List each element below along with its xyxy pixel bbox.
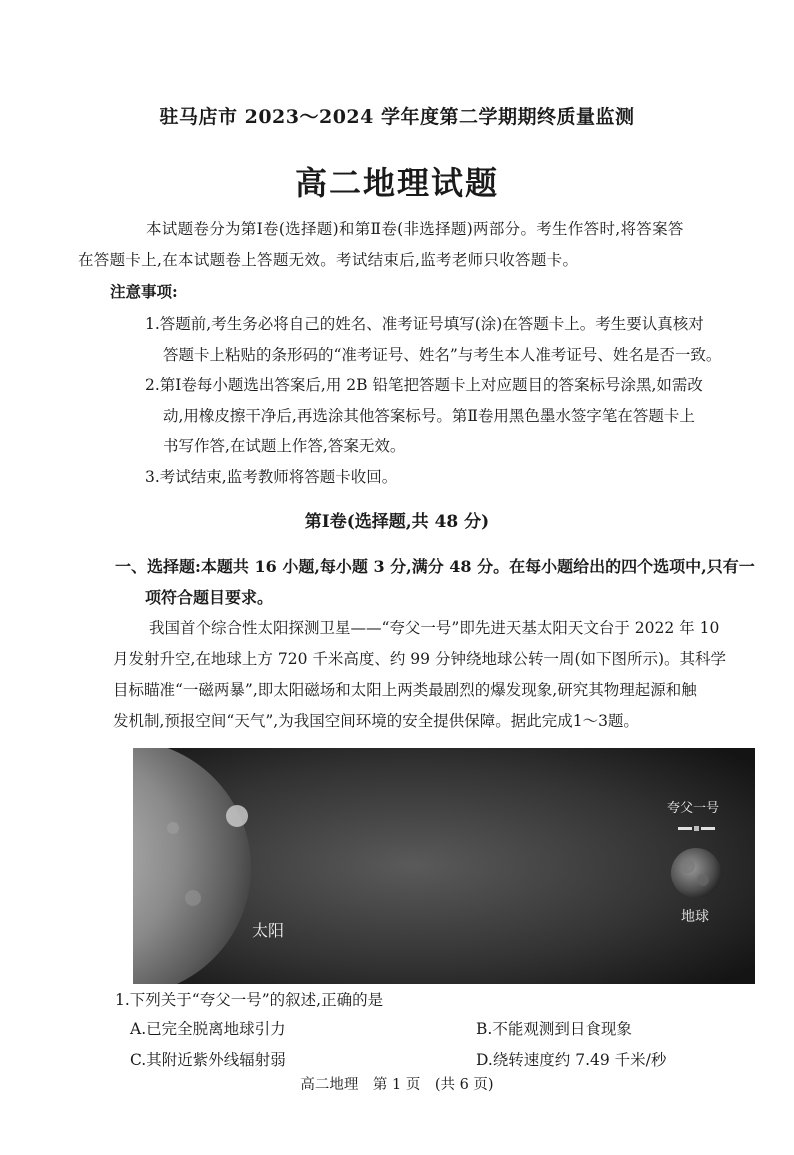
intro-line-1: 本试题卷分为第Ⅰ卷(选择题)和第Ⅱ卷(非选择题)两部分。考生作答时,将答案答 — [146, 220, 684, 238]
question-1-option-d: D.绕转速度约 7.49 千米/秒 — [476, 1051, 667, 1069]
section-title: 第Ⅰ卷(选择题,共 48 分) — [304, 512, 490, 532]
satellite-label: 夸父一号 — [667, 801, 720, 816]
passage-line-1: 我国首个综合性太阳探测卫星——“夸父一号”即先进天基太阳天文台于 2022 年 10 — [149, 619, 720, 637]
note-2-line-1: 2.第Ⅰ卷每小题选出答案后,用 2B 铅笔把答题卡上对应题目的答案标号涂黑,如需改 — [145, 376, 703, 394]
notes-heading: 注意事项: — [110, 282, 178, 301]
sun-label: 太阳 — [252, 921, 285, 940]
instruction-line-2: 项符合题目要求。 — [145, 588, 274, 607]
question-1-option-a: A.已完全脱离地球引力 — [130, 1020, 286, 1038]
note-1-line-1: 1.答题前,考生务必将自己的姓名、准考证号填写(涂)在答题卡上。考生要认真核对 — [145, 315, 704, 333]
question-1-stem: 1.下列关于“夸父一号”的叙述,正确的是 — [115, 991, 384, 1009]
instruction-line-1: 一、选择题:本题共 16 小题,每小题 3 分,满分 48 分。在每小题给出的四个选项中,只有一 — [115, 557, 755, 576]
note-item-2 — [145, 370, 770, 462]
note-2-line-2: 动,用橡皮擦干净后,再选涂其他答案标号。第Ⅱ卷用黑色墨水签字笔在答题卡上 — [163, 406, 695, 425]
note-3-line-1: 3.考试结束,监考教师将答题卡收回。 — [145, 468, 398, 486]
reading-passage — [113, 613, 773, 737]
note-item-3 — [145, 462, 770, 493]
question-1-option-c: C.其附近紫外线辐射弱 — [130, 1051, 286, 1069]
figure-illustration — [133, 748, 755, 984]
passage-line-2: 月发射升空,在地球上方 720 千米高度、约 99 分钟绕地球公转一周(如下图所示)。其科学 — [113, 650, 727, 668]
sun-earth-figure — [133, 748, 755, 984]
earth-label: 地球 — [681, 909, 709, 925]
note-1-line-2: 答题卡上粘贴的条形码的“准考证号、姓名”与考生本人准考证号、姓名是否一致。 — [163, 345, 722, 364]
earth-graphic — [671, 848, 721, 898]
passage-line-4: 发机制,预报空间“天气”,为我国空间环境的安全提供保障。据此完成1～3题。 — [113, 712, 639, 730]
exam-title: 驻马店市 2023～2024 学年度第二学期期终质量监测 — [159, 106, 635, 128]
intro-paragraph — [78, 214, 772, 275]
passage-line-3: 目标瞄准“一磁两暴”,即太阳磁场和太阳上两类最剧烈的爆发现象,研究其物理起源和触 — [113, 681, 697, 699]
note-2-line-3: 书写作答,在试题上作答,答案无效。 — [163, 437, 406, 455]
section-instruction — [115, 551, 775, 613]
subject-title: 高二地理试题 — [294, 164, 499, 202]
note-item-1 — [145, 309, 770, 370]
question-1-option-b: B.不能观测到日食现象 — [476, 1020, 632, 1038]
page-footer: 高二地理 第 1 页 (共 6 页) — [300, 1077, 494, 1093]
intro-line-2: 在答题卡上,在本试题卷上答题无效。考试结束后,监考老师只收答题卡。 — [78, 250, 579, 269]
